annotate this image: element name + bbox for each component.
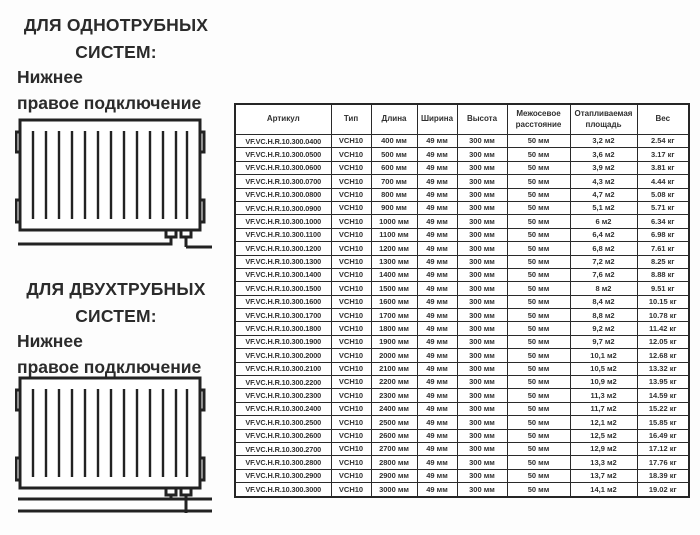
table-cell: 300 мм [457,362,507,375]
single-pipe-radiator-diagram [15,116,215,250]
table-row [235,389,689,402]
table-cell: 49 мм [417,228,457,241]
table-row [235,228,689,241]
table-cell: 10,9 м2 [570,376,637,389]
table-cell: 300 мм [457,135,507,148]
table-cell: VF.VC.H.R.10.300.2000 [235,349,331,362]
table-cell: 49 мм [417,175,457,188]
table-cell: 13.95 кг [637,376,689,389]
table-cell: 50 мм [507,201,570,214]
table-cell: 8.88 кг [637,268,689,281]
table-row [235,282,689,295]
table-cell: VCH10 [331,148,371,161]
table-cell: 50 мм [507,255,570,268]
table-cell: 8.25 кг [637,255,689,268]
table-cell: 300 мм [457,228,507,241]
table-cell: VCH10 [331,268,371,281]
table-cell: 9.51 кг [637,282,689,295]
table-cell: 2600 мм [371,429,417,442]
table-cell: 4,3 м2 [570,175,637,188]
table-cell: 49 мм [417,201,457,214]
table-cell: VF.VC.H.R.10.300.0400 [235,135,331,148]
table-cell: 17.76 кг [637,456,689,469]
table-cell: VCH10 [331,483,371,497]
column-header: Отапливаемая площадь [570,104,637,135]
table-cell: 50 мм [507,416,570,429]
table-cell: 50 мм [507,148,570,161]
table-cell: 300 мм [457,335,507,348]
table-cell: VF.VC.H.R.10.300.2500 [235,416,331,429]
table-row [235,255,689,268]
table-cell: 3000 мм [371,483,417,497]
table-cell: 8,4 м2 [570,295,637,308]
table-cell: 400 мм [371,135,417,148]
table-row [235,456,689,469]
table-cell: VCH10 [331,201,371,214]
table-cell: VCH10 [331,215,371,228]
table-cell: 6.34 кг [637,215,689,228]
table-row [235,349,689,362]
table-cell: VF.VC.H.R.10.300.1600 [235,295,331,308]
table-cell: VF.VC.H.R.10.300.2700 [235,442,331,455]
table-row [235,188,689,201]
table-cell: 50 мм [507,402,570,415]
table-cell: 1400 мм [371,268,417,281]
table-cell: 49 мм [417,188,457,201]
column-header: Межосевое расстояние [507,104,570,135]
table-cell: 1500 мм [371,282,417,295]
table-cell: VF.VC.H.R.10.300.0600 [235,161,331,174]
table-cell: 10.15 кг [637,295,689,308]
table-cell: 50 мм [507,242,570,255]
table-cell: 300 мм [457,255,507,268]
table-row [235,268,689,281]
table-cell: 49 мм [417,402,457,415]
table-cell: 2100 мм [371,362,417,375]
table-cell: VCH10 [331,135,371,148]
table-cell: VF.VC.H.R.10.300.2600 [235,429,331,442]
table-cell: 49 мм [417,429,457,442]
table-cell: VF.VC.H.R.10.300.3000 [235,483,331,497]
table-row [235,242,689,255]
spec-table [234,103,690,498]
table-cell: 300 мм [457,175,507,188]
table-cell: VCH10 [331,175,371,188]
table-cell: 50 мм [507,376,570,389]
table-cell: 16.49 кг [637,429,689,442]
table-cell: 1600 мм [371,295,417,308]
table-cell: 300 мм [457,309,507,322]
table-cell: 6.98 кг [637,228,689,241]
table-cell: 1200 мм [371,242,417,255]
table-cell: VF.VC.H.R.10.300.2900 [235,469,331,482]
table-row [235,416,689,429]
table-cell: 1900 мм [371,335,417,348]
table-cell: 11,3 м2 [570,389,637,402]
table-cell: VCH10 [331,469,371,482]
table-cell: 10,1 м2 [570,349,637,362]
table-row [235,295,689,308]
two-pipe-connection-label: Нижнее правое подключение [17,331,202,378]
table-cell: 300 мм [457,483,507,497]
table-row [235,362,689,375]
table-cell: VCH10 [331,255,371,268]
single-pipe-section-title: ДЛЯ ОДНОТРУБНЫХ СИСТЕМ: [23,15,209,63]
table-cell: 300 мм [457,161,507,174]
table-cell: VF.VC.H.R.10.300.1300 [235,255,331,268]
table-cell: 50 мм [507,483,570,497]
table-row [235,175,689,188]
table-cell: 13,3 м2 [570,456,637,469]
table-cell: 17.12 кг [637,442,689,455]
table-cell: 50 мм [507,322,570,335]
table-cell: 2900 мм [371,469,417,482]
table-cell: VCH10 [331,295,371,308]
table-cell: VCH10 [331,282,371,295]
table-cell: 300 мм [457,322,507,335]
table-cell: VCH10 [331,322,371,335]
table-cell: 50 мм [507,389,570,402]
two-pipe-radiator-diagram [15,374,215,516]
table-cell: 10,5 м2 [570,362,637,375]
table-cell: 1100 мм [371,228,417,241]
table-cell: 300 мм [457,376,507,389]
table-cell: 49 мм [417,282,457,295]
table-cell: VCH10 [331,376,371,389]
column-header: Длина [371,104,417,135]
spec-table-body [235,135,689,497]
table-cell: 49 мм [417,469,457,482]
table-cell: 700 мм [371,175,417,188]
table-cell: 800 мм [371,188,417,201]
table-row [235,215,689,228]
table-cell: 49 мм [417,135,457,148]
table-cell: 300 мм [457,188,507,201]
table-cell: 4,7 м2 [570,188,637,201]
table-cell: 900 мм [371,201,417,214]
table-cell: 2500 мм [371,416,417,429]
table-cell: 500 мм [371,148,417,161]
table-cell: 300 мм [457,402,507,415]
table-cell: 300 мм [457,456,507,469]
column-header: Высота [457,104,507,135]
table-cell: 50 мм [507,456,570,469]
table-cell: 50 мм [507,295,570,308]
table-cell: 2000 мм [371,349,417,362]
table-cell: 49 мм [417,416,457,429]
table-row [235,148,689,161]
table-cell: VF.VC.H.R.10.300.2300 [235,389,331,402]
table-cell: VF.VC.H.R.10.300.1800 [235,322,331,335]
table-cell: VCH10 [331,349,371,362]
table-cell: 2800 мм [371,456,417,469]
table-cell: 8,8 м2 [570,309,637,322]
table-cell: 12,1 м2 [570,416,637,429]
table-cell: 3.81 кг [637,161,689,174]
table-cell: 50 мм [507,469,570,482]
table-cell: 8 м2 [570,282,637,295]
table-cell: 50 мм [507,335,570,348]
table-cell: 6 м2 [570,215,637,228]
table-cell: 300 мм [457,469,507,482]
table-cell: 49 мм [417,335,457,348]
table-cell: VCH10 [331,188,371,201]
table-cell: VF.VC.H.R.10.300.0800 [235,188,331,201]
table-cell: 300 мм [457,416,507,429]
table-cell: 14.59 кг [637,389,689,402]
table-cell: 50 мм [507,228,570,241]
table-cell: 1700 мм [371,309,417,322]
table-cell: 600 мм [371,161,417,174]
table-cell: VF.VC.H.R.10.300.1400 [235,268,331,281]
table-cell: 14,1 м2 [570,483,637,497]
table-cell: 5,1 м2 [570,201,637,214]
table-cell: 3.17 кг [637,148,689,161]
table-cell: 12,5 м2 [570,429,637,442]
table-cell: 50 мм [507,135,570,148]
table-cell: 5.71 кг [637,201,689,214]
table-cell: 3,6 м2 [570,148,637,161]
table-cell: 50 мм [507,175,570,188]
table-cell: VF.VC.H.R.10.300.2800 [235,456,331,469]
table-row [235,376,689,389]
table-row [235,469,689,482]
table-cell: 49 мм [417,295,457,308]
table-cell: 6,4 м2 [570,228,637,241]
table-cell: VF.VC.H.R.10.300.0900 [235,201,331,214]
table-cell: VF.VC.H.R.10.300.2200 [235,376,331,389]
table-row [235,161,689,174]
table-cell: VCH10 [331,228,371,241]
table-cell: VF.VC.H.R.10.300.1200 [235,242,331,255]
table-cell: 300 мм [457,148,507,161]
table-row [235,201,689,214]
single-pipe-connection-label: Нижнее правое подключение [17,67,202,114]
table-row [235,402,689,415]
table-cell: 50 мм [507,349,570,362]
two-pipe-section-title: ДЛЯ ДВУХТРУБНЫХ СИСТЕМ: [26,279,206,327]
table-cell: 50 мм [507,282,570,295]
table-cell: 18.39 кг [637,469,689,482]
table-cell: VCH10 [331,456,371,469]
table-cell: 300 мм [457,442,507,455]
table-cell: VCH10 [331,416,371,429]
table-cell: VCH10 [331,242,371,255]
table-cell: 9,7 м2 [570,335,637,348]
table-cell: 49 мм [417,376,457,389]
table-cell: 50 мм [507,188,570,201]
table-cell: 49 мм [417,389,457,402]
table-cell: VF.VC.H.R.10.300.2100 [235,362,331,375]
table-row [235,322,689,335]
table-cell: VF.VC.H.R.10.300.0700 [235,175,331,188]
table-cell: 49 мм [417,255,457,268]
table-cell: VCH10 [331,389,371,402]
table-cell: 50 мм [507,429,570,442]
table-cell: 3,2 м2 [570,135,637,148]
table-cell: VF.VC.H.R.10.300.1700 [235,309,331,322]
table-cell: VCH10 [331,335,371,348]
table-cell: 12,9 м2 [570,442,637,455]
table-cell: 11,7 м2 [570,402,637,415]
table-cell: 6,8 м2 [570,242,637,255]
table-cell: 300 мм [457,429,507,442]
table-cell: 300 мм [457,268,507,281]
table-cell: 300 мм [457,201,507,214]
table-cell: 50 мм [507,442,570,455]
table-cell: 50 мм [507,362,570,375]
table-row [235,309,689,322]
table-cell: VF.VC.H.R.10.300.1100 [235,228,331,241]
table-cell: 2700 мм [371,442,417,455]
table-cell: 19.02 кг [637,483,689,497]
table-cell: 7,2 м2 [570,255,637,268]
table-row [235,442,689,455]
table-cell: 49 мм [417,349,457,362]
table-cell: 49 мм [417,322,457,335]
table-cell: VF.VC.H.R.10.300.1500 [235,282,331,295]
table-cell: 12.68 кг [637,349,689,362]
table-cell: 13,7 м2 [570,469,637,482]
column-header: Артикул [235,104,331,135]
table-cell: 300 мм [457,295,507,308]
table-cell: 2200 мм [371,376,417,389]
table-cell: VCH10 [331,309,371,322]
column-header: Вес [637,104,689,135]
table-cell: 2400 мм [371,402,417,415]
table-cell: 49 мм [417,215,457,228]
table-cell: VCH10 [331,161,371,174]
table-cell: 1800 мм [371,322,417,335]
table-row [235,429,689,442]
table-cell: 9,2 м2 [570,322,637,335]
spec-table-header-row [235,104,689,135]
table-cell: 15.85 кг [637,416,689,429]
table-cell: VF.VC.H.R.10.300.1900 [235,335,331,348]
table-cell: 5.08 кг [637,188,689,201]
table-cell: 4.44 кг [637,175,689,188]
table-cell: VF.VC.H.R.10.300.2400 [235,402,331,415]
table-cell: 15.22 кг [637,402,689,415]
table-cell: 3,9 м2 [570,161,637,174]
table-cell: 300 мм [457,349,507,362]
table-cell: 300 мм [457,282,507,295]
table-cell: VCH10 [331,402,371,415]
table-cell: 1000 мм [371,215,417,228]
table-cell: VF.VC.H.R.10.300.1000 [235,215,331,228]
table-cell: 49 мм [417,442,457,455]
table-cell: 2300 мм [371,389,417,402]
table-cell: 10.78 кг [637,309,689,322]
table-cell: 12.05 кг [637,335,689,348]
table-cell: VF.VC.H.R.10.300.0500 [235,148,331,161]
table-cell: 7,6 м2 [570,268,637,281]
table-cell: 50 мм [507,309,570,322]
table-cell: 2.54 кг [637,135,689,148]
table-cell: 300 мм [457,215,507,228]
table-cell: VCH10 [331,429,371,442]
table-cell: 49 мм [417,456,457,469]
table-cell: 49 мм [417,242,457,255]
table-cell: 1300 мм [371,255,417,268]
table-cell: 7.61 кг [637,242,689,255]
column-header: Тип [331,104,371,135]
table-cell: 49 мм [417,483,457,497]
column-header: Ширина [417,104,457,135]
table-cell: VCH10 [331,362,371,375]
table-row [235,483,689,497]
table-cell: 49 мм [417,362,457,375]
table-cell: 50 мм [507,161,570,174]
table-cell: 49 мм [417,309,457,322]
table-cell: 49 мм [417,161,457,174]
table-cell: 50 мм [507,268,570,281]
table-cell: 49 мм [417,268,457,281]
table-row [235,335,689,348]
table-cell: 11.42 кг [637,322,689,335]
table-cell: 300 мм [457,242,507,255]
table-cell: 13.32 кг [637,362,689,375]
table-row [235,135,689,148]
table-cell: 50 мм [507,215,570,228]
table-cell: 300 мм [457,389,507,402]
table-cell: 49 мм [417,148,457,161]
table-cell: VCH10 [331,442,371,455]
